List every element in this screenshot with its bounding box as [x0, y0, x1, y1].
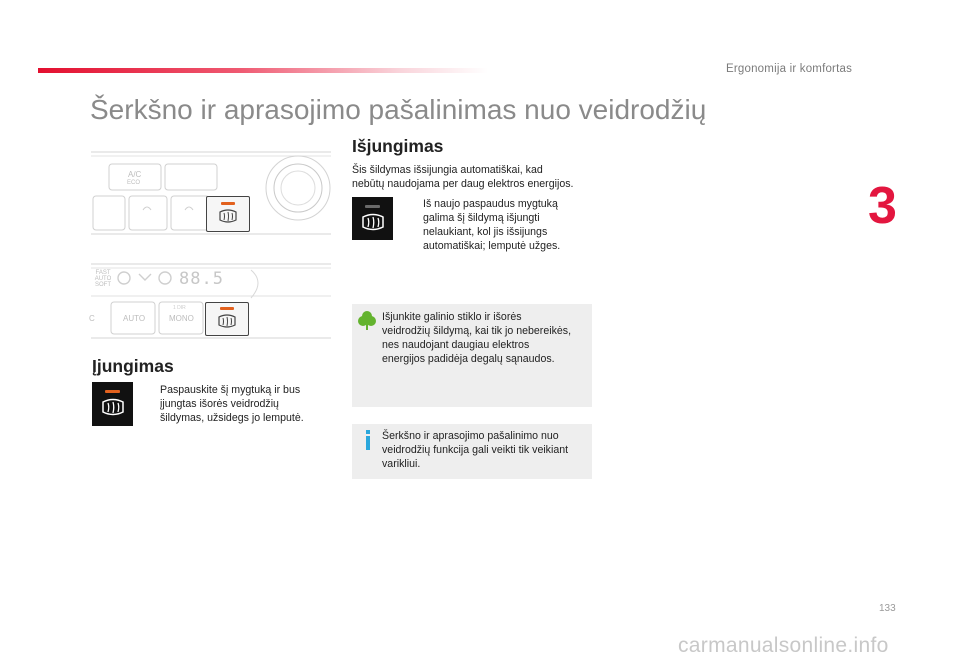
info-text [382, 429, 590, 471]
text-line: Iš naujo paspaudus mygtuką [423, 198, 558, 210]
text-line: veidrodžių funkcija gali veikti tik veikiant [382, 444, 569, 456]
temperature-display: 88.5 [179, 269, 224, 289]
mode-fast: FAST [95, 270, 111, 276]
isjungimas-text [423, 197, 598, 253]
eco-leaf-icon [358, 310, 376, 330]
mirror-defrost-button-panel2[interactable] [205, 302, 249, 336]
defrost-button-icon-off [352, 197, 393, 240]
header-accent-bar [38, 68, 488, 73]
mirror-heat-icon [361, 212, 385, 234]
text-line: Šerkšno ir aprasojimo pašalinimo nuo [382, 430, 559, 442]
mode-labels [94, 270, 112, 288]
climate-panel-illustration-2 [91, 262, 331, 340]
button-label-mono: MONO [169, 314, 194, 323]
mirror-heat-icon [218, 208, 238, 226]
text-line: Šis šildymas išsijungia automatiškai, kad [352, 164, 543, 176]
text-line: nebūtų naudojama per daug elektros energijos. [352, 178, 574, 190]
text-line: energijos padidėja degalų sąnaudos. [382, 353, 555, 365]
button-label-auto: AUTO [123, 314, 146, 323]
mode-soft: SOFT [95, 282, 111, 288]
eco-tip-text [382, 310, 590, 366]
section-heading-ijungimas: Įjungimas [92, 356, 174, 376]
info-box [352, 424, 592, 479]
mirror-heat-icon [101, 397, 125, 419]
mirror-defrost-button-panel1[interactable] [206, 196, 250, 232]
led-on-icon [105, 390, 120, 393]
mirror-heat-icon [217, 313, 237, 331]
section-heading-isjungimas: Išjungimas [352, 136, 444, 156]
info-icon [363, 430, 373, 450]
text-line: varikliui. [382, 458, 421, 470]
isjungimas-intro [352, 163, 602, 191]
text-line: šildymas, užsidegs jo lemputė. [160, 412, 304, 424]
chapter-title: Ergonomija ir komfortas [726, 63, 853, 75]
ac-label: A/C [128, 170, 142, 179]
led-indicator [220, 307, 234, 310]
text-line: galima šį šildymą išjungti [423, 212, 540, 224]
text-line: automatiškai; lemputė užges. [423, 240, 561, 252]
button-label-c: C [89, 314, 95, 323]
defrost-button-icon-on [92, 382, 133, 426]
ijungimas-text [160, 383, 330, 425]
text-line: Paspauskite šį mygtuką ir bus [160, 384, 301, 396]
page-number: 133 [879, 603, 896, 614]
text-line: Išjunkite galinio stiklo ir išorės [382, 311, 522, 323]
button-caption-1dir: 1 DIR [173, 305, 186, 311]
text-line: nes naudojant daugiau elektros [382, 339, 530, 351]
climate-panel-illustration-1 [91, 150, 331, 236]
text-line: nelaukiant, kol jis išsijungs [423, 226, 548, 238]
text-line: įjungtas išorės veidrodžių [160, 398, 279, 410]
text-line: veidrodžių šildymą, kai tik jo nebereikės, [382, 325, 572, 337]
eco-tip-box [352, 304, 592, 407]
led-indicator [221, 202, 235, 205]
led-off-icon [365, 205, 380, 208]
chapter-number: 3 [868, 177, 897, 235]
mode-auto: AUTO [94, 276, 112, 282]
watermark: carmanualsonline.info [678, 634, 889, 657]
page-title: Šerkšno ir aprasojimo pašalinimas nuo veidrodžių [90, 94, 707, 125]
eco-label: ECO [127, 180, 141, 186]
